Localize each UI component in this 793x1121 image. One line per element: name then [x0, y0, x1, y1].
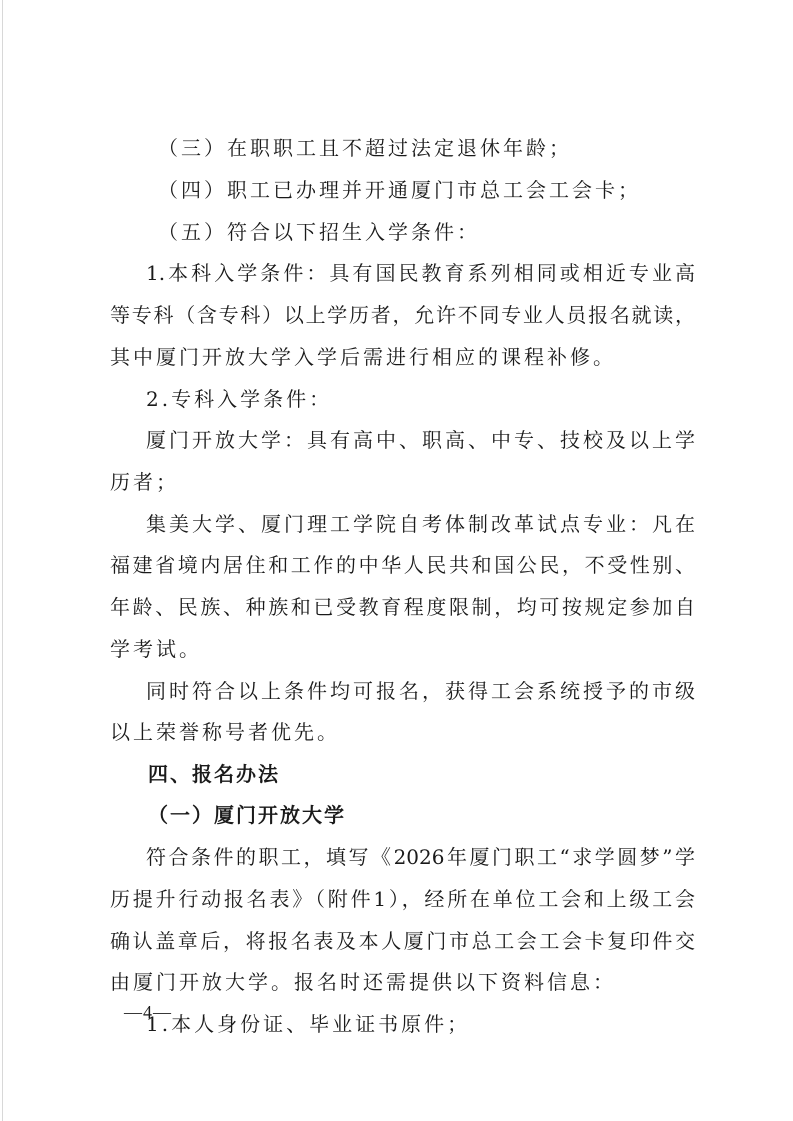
text-line: 福建省境内居住和工作的中华人民共和国公民，不受性别、 [110, 553, 695, 577]
text-line: 1.本人身份证、毕业证书原件； [146, 1012, 471, 1036]
text-line: 等专科（含专科）以上学历者，允许不同专业人员报名就读， [110, 303, 695, 327]
text-line: 其中厦门开放大学入学后需进行相应的课程补修。 [110, 345, 616, 369]
text-line: 由厦门开放大学。报名时还需提供以下资料信息： [110, 970, 616, 994]
text-line: 符合条件的职工，填写《2026年厦门职工“求学圆梦”学 [146, 845, 695, 869]
page-number: —4— [124, 1002, 172, 1022]
scan-edge-line [2, 0, 3, 1121]
text-line: 学考试。 [110, 637, 202, 661]
text-line: 确认盖章后，将报名表及本人厦门市总工会工会卡复印件交 [110, 929, 695, 953]
text-line: 历者； [110, 470, 179, 494]
text-line: 同时符合以上条件均可报名，获得工会系统授予的市级 [146, 679, 695, 703]
subsection-heading: （一）厦门开放大学 [148, 803, 346, 827]
text-line: （三）在职职工且不超过法定退休年龄； [158, 136, 572, 160]
text-line: 集美大学、厦门理工学院自考体制改革试点专业：凡在 [146, 512, 695, 536]
text-line: （五）符合以下招生入学条件： [158, 220, 480, 244]
text-line: 历提升行动报名表》（附件1），经所在单位工会和上级工会 [110, 887, 695, 911]
text-line: 1.本科入学条件：具有国民教育系列相同或相近专业高 [146, 261, 695, 285]
text-line: 厦门开放大学：具有高中、职高、中专、技校及以上学 [146, 428, 695, 452]
text-line: （四）职工已办理并开通厦门市总工会工会卡； [158, 178, 641, 202]
text-line: 以上荣誉称号者优先。 [110, 720, 340, 744]
section-heading: 四、报名办法 [148, 762, 280, 786]
text-line: 年龄、民族、种族和已受教育程度限制，均可按规定参加自 [110, 595, 695, 619]
text-line: 2.专科入学条件： [146, 387, 333, 411]
